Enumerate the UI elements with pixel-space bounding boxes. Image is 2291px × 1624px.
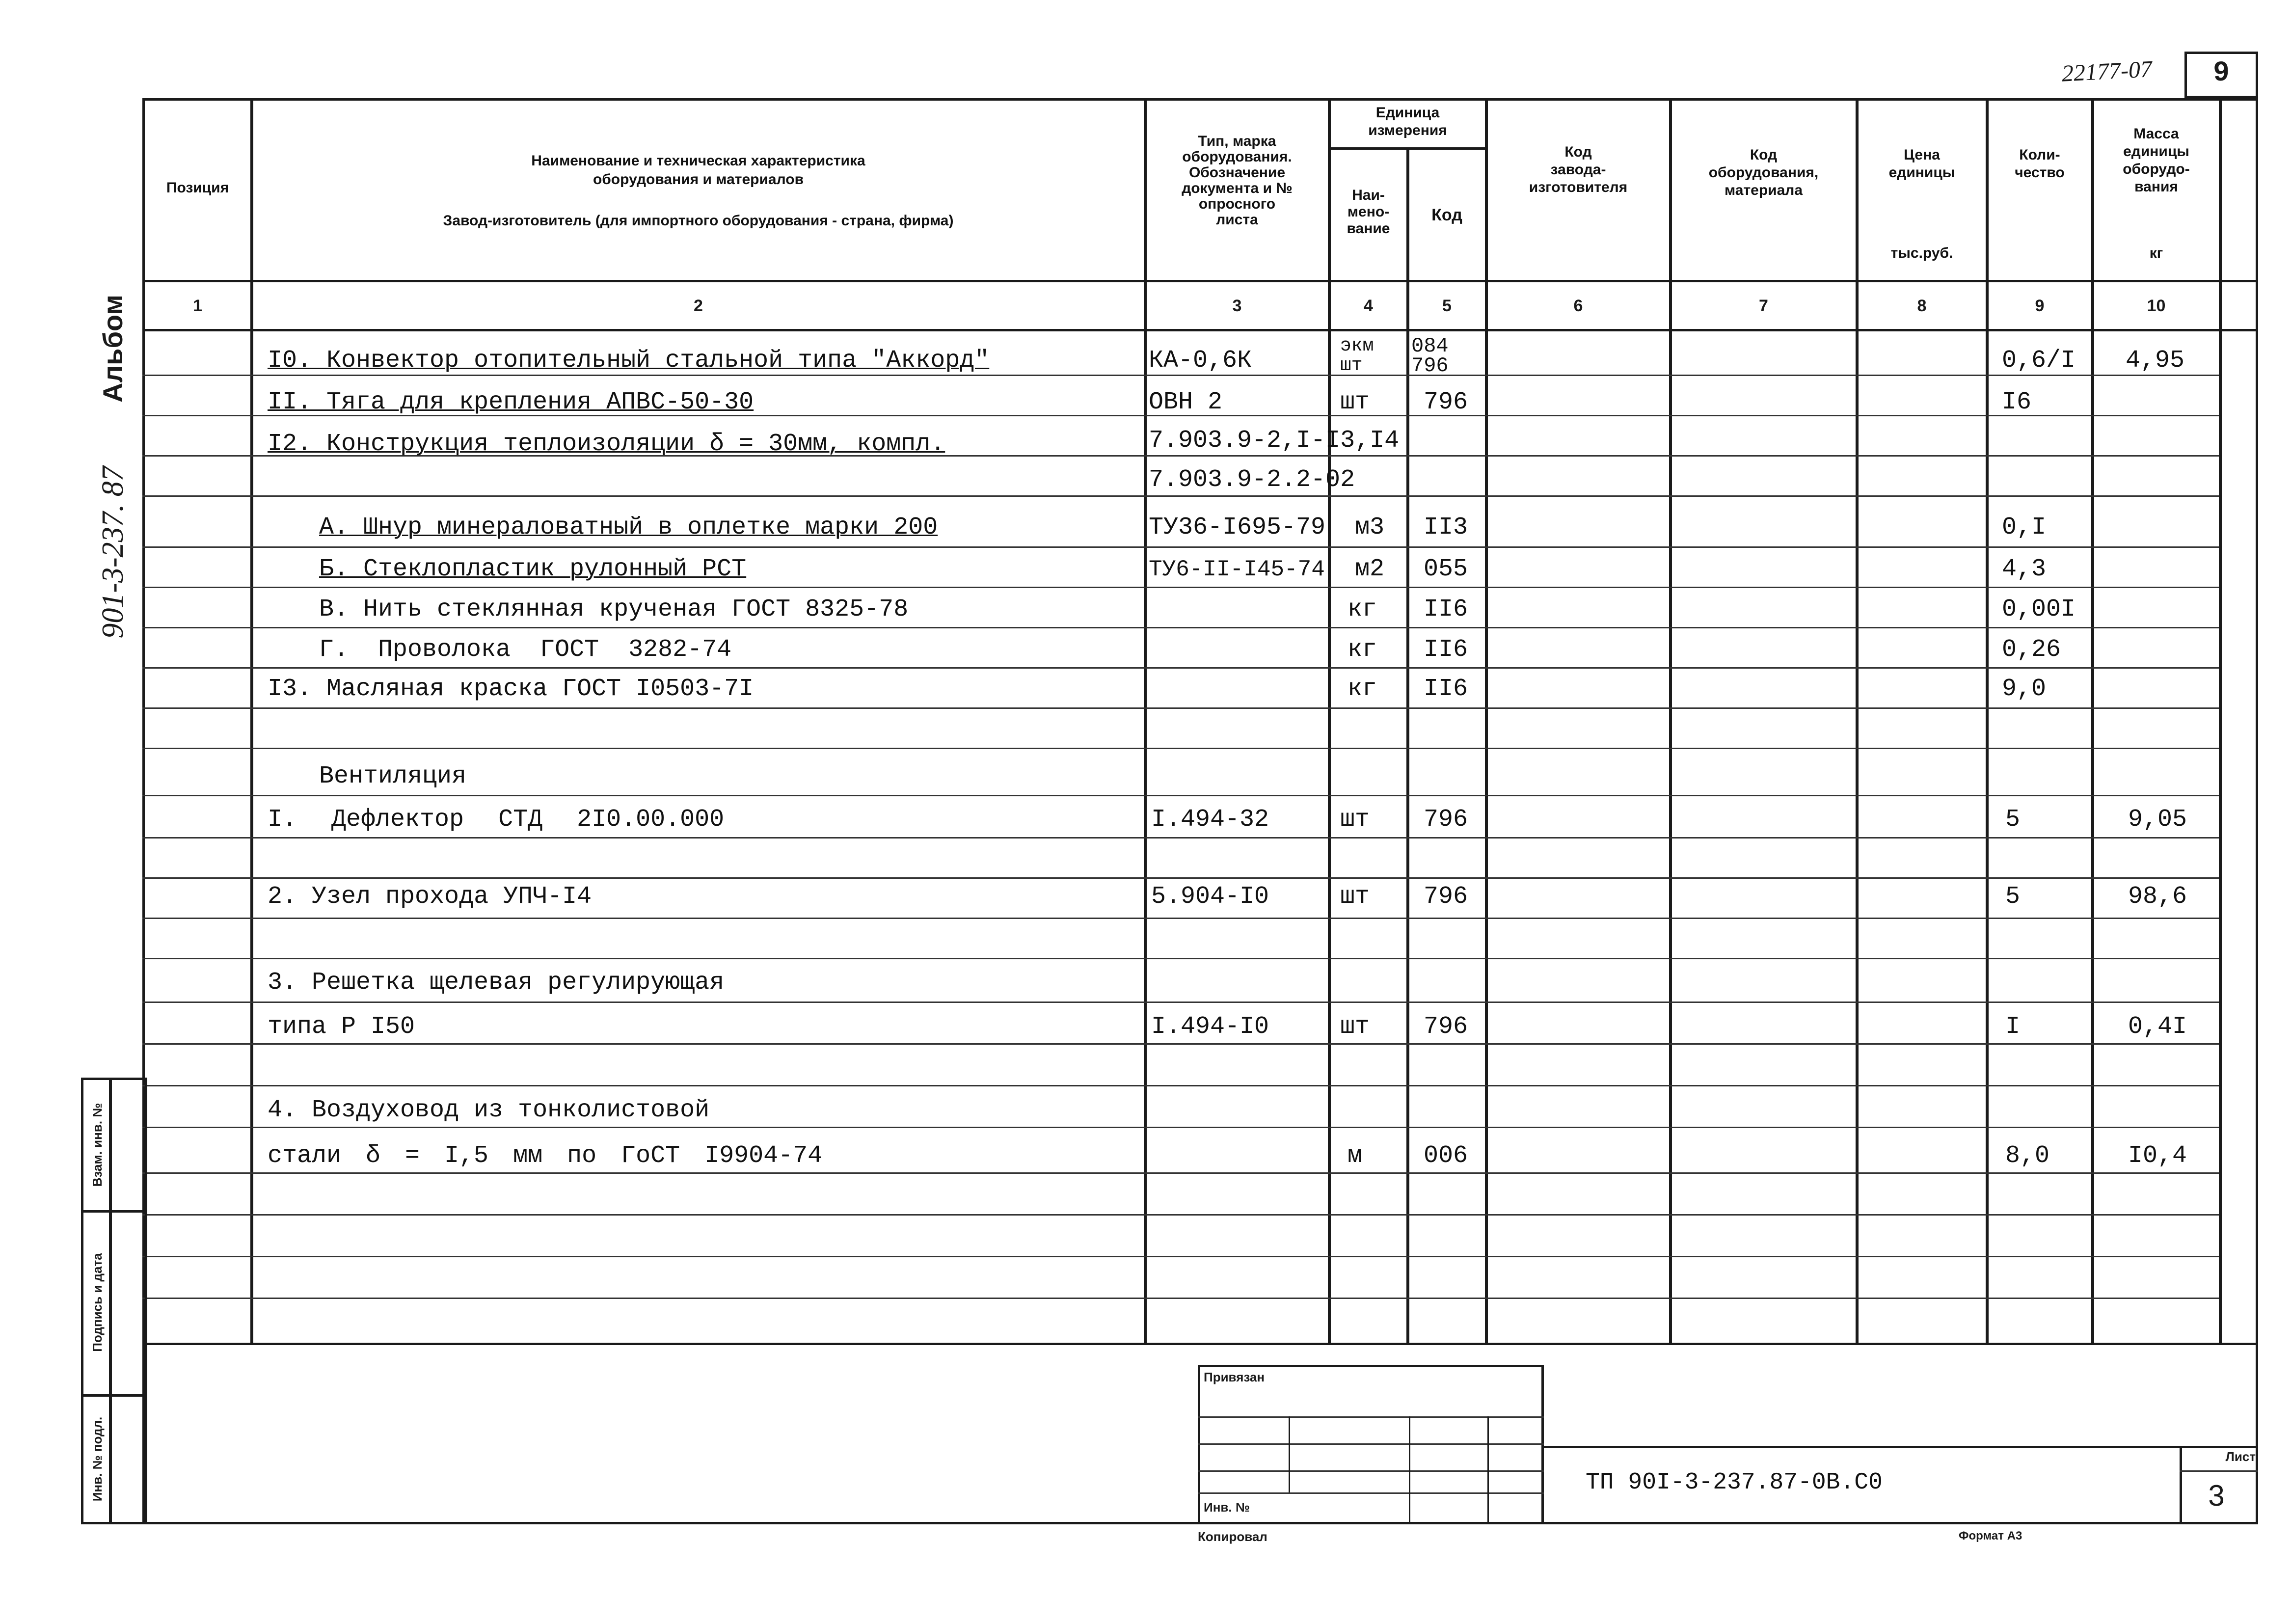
row-15-qty: 8,0	[2005, 1142, 2050, 1170]
colnum-10: 10	[2147, 297, 2166, 315]
row-7-unit: кг	[1348, 636, 1377, 664]
row-line	[142, 1001, 2219, 1003]
row-15-unit: м	[1348, 1142, 1363, 1170]
privyazan-line	[1198, 1470, 1544, 1472]
row-13-type: I.494-I0	[1151, 1013, 1269, 1041]
row-line	[142, 546, 2219, 548]
page-number: 9	[2213, 55, 2229, 86]
album-label: Альбом	[97, 295, 128, 403]
row-0-mass: 4,95	[2126, 347, 2185, 375]
colnum-5: 5	[1442, 297, 1452, 315]
row-10-type: I.494-32	[1151, 806, 1269, 834]
row-line	[142, 958, 2219, 959]
header-price-1: Цена	[1904, 147, 1940, 163]
privyazan-line	[1198, 1416, 1544, 1418]
row-5-name: Б. Стеклопластик рулонный РСТ	[319, 555, 747, 583]
doc-code: ТП 90I-3-237.87-0В.С0	[1586, 1469, 1883, 1496]
side-podpis-data: Подпись и дата	[90, 1253, 105, 1352]
row-10-unit: шт	[1340, 806, 1370, 834]
row-5-unit: м2	[1355, 555, 1385, 583]
row-13-code: 796	[1424, 1013, 1468, 1041]
header-name-3: Завод-изготовитель (для импортного оборудования - страна, фирма)	[443, 213, 954, 229]
table-bottom-line	[142, 1343, 2258, 1345]
row-1-qty: I6	[2002, 388, 2032, 416]
list-box-line	[2180, 1470, 2258, 1472]
header-unit-group-2: измерения	[1368, 122, 1447, 138]
row-line	[142, 1127, 2219, 1128]
col-sep-5	[1485, 98, 1488, 1345]
header-name-1: Наименование и техническая характеристика	[531, 153, 865, 169]
row-10-code: 796	[1424, 806, 1468, 834]
row-8-name: I3. Масляная краска ГОСТ I0503-7I	[268, 675, 754, 703]
row-8-unit: кг	[1348, 675, 1377, 703]
header-maker-code-2: завода-	[1550, 162, 1606, 178]
top-doc-code: 22177-07	[2061, 56, 2153, 87]
row-2-name: I2. Конструкция теплоизоляции δ = 30мм, компл.	[268, 430, 945, 458]
col-sep-6	[1669, 98, 1672, 1345]
section-ventilation: Вентиляция	[319, 762, 467, 790]
row-line	[142, 627, 2219, 628]
row-4-code: II3	[1424, 514, 1468, 541]
row-0-type: КА-0,6К	[1149, 347, 1252, 375]
row-0-code: 084 796	[1411, 334, 1449, 378]
col-sep-2	[1144, 98, 1147, 1345]
row-line	[142, 795, 2219, 796]
row-7-qty: 0,26	[2002, 636, 2061, 664]
header-type-1: Тип, марка	[1198, 133, 1276, 149]
side-stamp-divider	[109, 1078, 112, 1524]
header-bottom-line	[142, 280, 2258, 282]
list-label: Лист	[2225, 1449, 2256, 1464]
row-13-mass: 0,4I	[2128, 1013, 2187, 1041]
colnum-bottom-line	[142, 329, 2258, 331]
row-line	[142, 837, 2219, 839]
header-mass-5: кг	[2149, 245, 2163, 261]
row-line	[142, 707, 2219, 709]
row-6-code: II6	[1424, 595, 1468, 623]
header-type-2: оборудования.	[1182, 149, 1292, 165]
row-line	[142, 1172, 2219, 1174]
row-13-name: типа Р I50	[268, 1013, 415, 1041]
header-type-4: документа и №	[1182, 180, 1293, 196]
inv-no-label: Инв. №	[1204, 1500, 1250, 1515]
row-line	[142, 1085, 2219, 1086]
row-15-code: 006	[1424, 1142, 1468, 1170]
row-line	[142, 1043, 2219, 1045]
col-sep-4	[1406, 147, 1409, 1345]
row-0-name: I0. Конвектор отопительный стальной типа "Аккорд"	[268, 347, 990, 375]
row-0-unit: экм шт	[1340, 335, 1374, 376]
colnum-4: 4	[1364, 297, 1373, 315]
header-maker-code-1: Код	[1564, 144, 1592, 160]
header-maker-code-3: изготовителя	[1529, 179, 1628, 195]
row-1-type: ОВН 2	[1149, 388, 1223, 416]
side-vzam-inv: Взам. инв. №	[90, 1103, 105, 1187]
privyazan-label: Привязан	[1204, 1370, 1265, 1384]
row-15-mass: I0,4	[2128, 1142, 2187, 1170]
side-inv-podl: Инв. № подл.	[90, 1416, 105, 1502]
header-equip-code-3: материала	[1724, 182, 1803, 198]
privyazan-col	[1289, 1416, 1290, 1492]
row-11-qty: 5	[2005, 883, 2021, 911]
row-1-code: 796	[1424, 388, 1468, 416]
privyazan-line	[1198, 1443, 1544, 1445]
row-line	[142, 877, 2219, 879]
row-10-mass: 9,05	[2128, 806, 2187, 834]
row-14-name: 4. Воздуховод из тонколистовой	[268, 1096, 710, 1124]
row-4-unit: м3	[1355, 514, 1385, 541]
privyazan-line	[1198, 1492, 1544, 1494]
row-11-name: 2. Узел прохода УПЧ-I4	[268, 883, 592, 911]
col-sep-8	[1986, 98, 1989, 1345]
header-qty-2: чество	[2015, 164, 2065, 181]
unit-group-line	[1328, 147, 1485, 150]
header-qty-1: Коли-	[2019, 147, 2060, 163]
row-line	[142, 1298, 2219, 1299]
header-name-2: оборудования и материалов	[593, 171, 804, 188]
row-4-name: А. Шнур минераловатный в оплетке марки 200	[319, 514, 938, 541]
header-type-5: опросного	[1198, 196, 1276, 212]
colnum-1: 1	[193, 297, 202, 315]
row-6-name: В. Нить стеклянная крученая ГОСТ 8325-78	[319, 595, 909, 623]
header-unit-name-2: мено-	[1347, 204, 1390, 220]
row-line	[142, 748, 2219, 749]
col-sep-7	[1856, 98, 1859, 1345]
row-11-mass: 98,6	[2128, 883, 2187, 911]
row-6-qty: 0,00I	[2002, 595, 2076, 623]
col-sep-3	[1328, 98, 1331, 1345]
header-mass-2: единицы	[2123, 143, 2189, 160]
doc-code-top-line	[1544, 1446, 2258, 1448]
row-10-qty: 5	[2005, 806, 2021, 834]
row-5-code: 055	[1424, 555, 1468, 583]
row-2-type: 7.903.9-2,I-I3,I4	[1149, 427, 1400, 455]
row-4-type: ТУ36-I695-79	[1149, 514, 1326, 541]
header-mass-1: Масса	[2133, 126, 2179, 142]
row-line	[142, 918, 2219, 919]
row-3-type: 7.903.9-2.2-02	[1149, 466, 1355, 494]
header-type-6: листа	[1216, 212, 1258, 228]
row-7-code: II6	[1424, 636, 1468, 664]
colnum-9: 9	[2035, 297, 2045, 315]
row-1-unit: шт	[1340, 388, 1370, 416]
row-line	[142, 1256, 2219, 1257]
col-sep-1	[250, 98, 253, 1345]
row-0-qty: 0,6/I	[2002, 347, 2076, 375]
format-label: Формат А3	[1959, 1529, 2022, 1543]
row-1-name: II. Тяга для крепления АПВС-50-30	[268, 388, 754, 416]
list-number: 3	[2208, 1479, 2225, 1512]
row-10-name: I. Дефлектор СТД 2I0.00.000	[268, 806, 725, 834]
header-mass-3: оборудо-	[2123, 161, 2190, 177]
row-11-unit: шт	[1340, 883, 1370, 911]
project-number: 901-3-237. 87	[96, 466, 130, 639]
row-13-qty: I	[2005, 1013, 2021, 1041]
header-price-2: единицы	[1888, 164, 1955, 181]
row-line	[142, 667, 2219, 669]
header-type-3: Обозначение	[1188, 164, 1286, 181]
row-4-qty: 0,I	[2002, 514, 2047, 541]
row-line	[142, 1214, 2219, 1216]
header-unit-code: Код	[1431, 206, 1462, 224]
row-5-type: ТУ6-II-I45-74	[1149, 557, 1325, 582]
colnum-2: 2	[694, 297, 703, 315]
row-5-qty: 4,3	[2002, 555, 2047, 583]
kopiroval-label: Копировал	[1198, 1529, 1267, 1544]
row-line	[142, 495, 2219, 497]
row-6-unit: кг	[1348, 595, 1377, 623]
row-13-unit: шт	[1340, 1013, 1370, 1041]
privyazan-col	[1409, 1416, 1410, 1524]
row-8-qty: 9,0	[2002, 675, 2047, 703]
row-line	[142, 587, 2219, 588]
row-11-type: 5.904-I0	[1151, 883, 1269, 911]
header-equip-code-2: оборудования,	[1708, 164, 1819, 181]
header-unit-group-1: Единица	[1375, 105, 1440, 121]
header-equip-code-1: Код	[1750, 147, 1778, 163]
row-8-code: II6	[1424, 675, 1468, 703]
header-position: Позиция	[166, 180, 229, 196]
col-sep-10	[2219, 98, 2222, 1345]
privyazan-col	[1487, 1416, 1489, 1524]
colnum-3: 3	[1232, 297, 1242, 315]
header-unit-name-1: Наи-	[1352, 187, 1385, 203]
colnum-7: 7	[1759, 297, 1768, 315]
header-unit-name-3: вание	[1347, 220, 1390, 237]
colnum-8: 8	[1917, 297, 1927, 315]
header-price-3: тыс.руб.	[1890, 245, 1953, 261]
colnum-6: 6	[1573, 297, 1583, 315]
row-7-name: Г. Проволока ГОСТ 3282-74	[319, 636, 732, 664]
row-11-code: 796	[1424, 883, 1468, 911]
header-mass-4: вания	[2134, 179, 2178, 195]
row-12-name: 3. Решетка щелевая регулирующая	[268, 969, 725, 997]
row-15-name: стали δ = I,5 мм по ГоСТ I9904-74	[268, 1142, 823, 1170]
col-sep-9	[2091, 98, 2094, 1345]
